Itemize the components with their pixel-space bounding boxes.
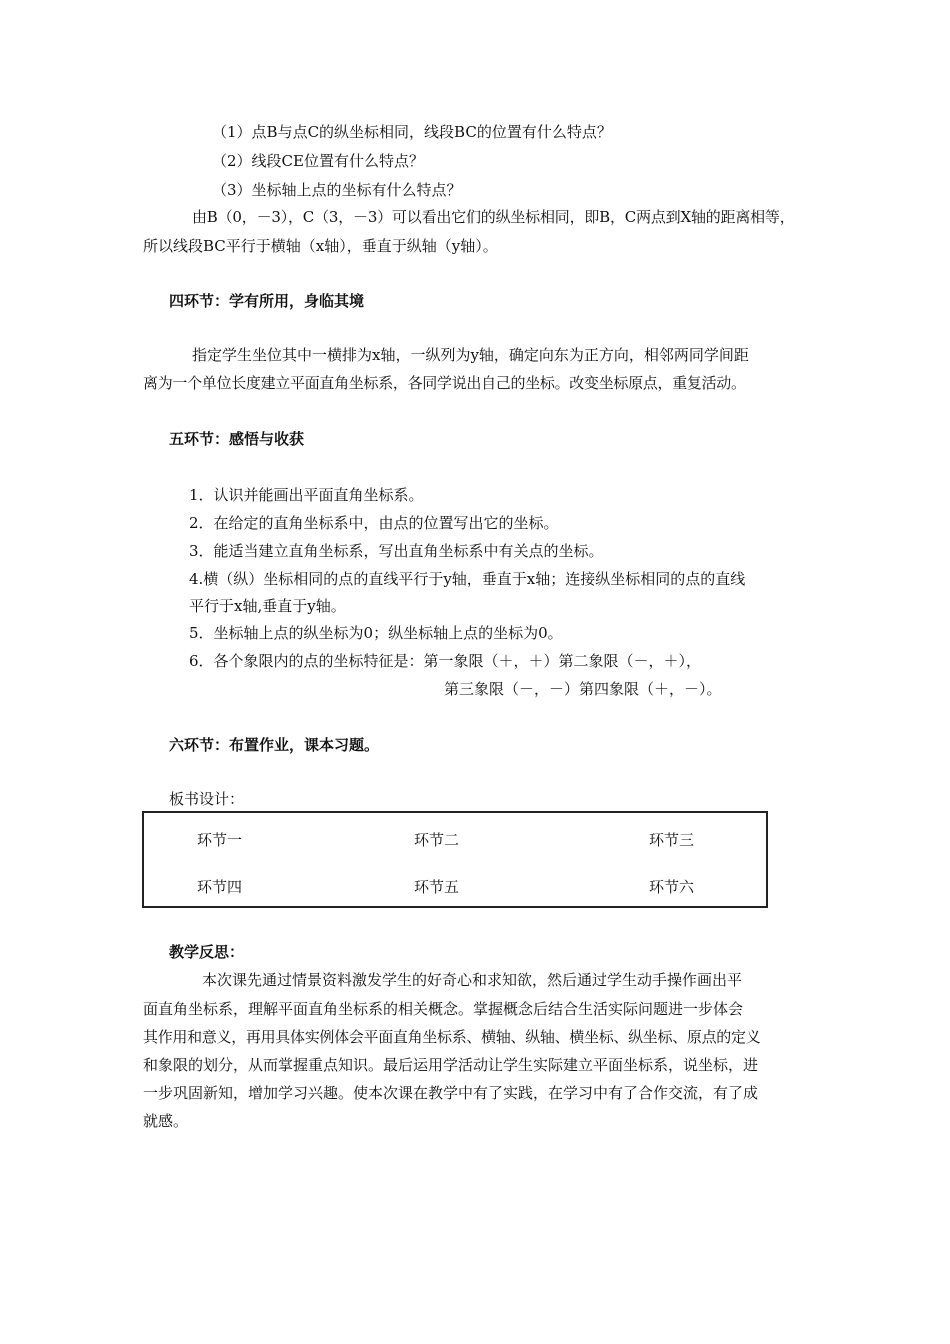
reflection-line-1: 本次课先通过情景资料激发学生的好奇心和求知欲，然后通过学生动手操作画出平 <box>202 971 743 989</box>
section-4-body-line-1: 指定学生坐位其中一横排为x轴，一纵列为y轴，确定向东为正方向，相邻两同学间距 <box>192 346 749 364</box>
section-5-item-4-continued: 平行于x轴,垂直于y轴。 <box>189 597 346 615</box>
reflection-line-5: 一步巩固新知，增加学习兴趣。使本次课在教学中有了实践，在学习中有了合作交流，有了成 <box>143 1084 759 1102</box>
reflection-heading: 教学反思： <box>169 943 245 961</box>
reflection-line-3: 其作用和意义，再用具体实例体会平面直角坐标系、横轴、纵轴、横坐标、纵坐标、原点的定义 <box>143 1028 761 1046</box>
section-5-item-1: 1．认识并能画出平面直角坐标系。 <box>189 486 424 504</box>
reflection-line-2: 面直角坐标系，理解平面直角坐标系的相关概念。掌握概念后结合生活实际问题进一步体会 <box>143 1000 744 1018</box>
reflection-line-6: 就感。 <box>143 1112 189 1130</box>
question-3: （3）坐标轴上点的坐标有什么特点？ <box>212 181 462 199</box>
section-5-item-6: 6．各个象限内的点的坐标特征是：第一象限（＋，＋）第二象限（－，＋）， <box>189 652 702 670</box>
board-cell-2: 环节二 <box>414 831 460 849</box>
explanation-line-2: 所以线段BC平行于横轴（x轴），垂直于纵轴（y轴）。 <box>143 237 498 255</box>
board-design-box <box>142 811 768 908</box>
question-2: （2）线段CE位置有什么特点？ <box>212 152 424 170</box>
section-5-heading: 五环节：感悟与收获 <box>169 430 305 448</box>
board-design-label: 板书设计： <box>169 790 245 808</box>
section-5-item-4: 4.横（纵）坐标相同的点的直线平行于y轴，垂直于x轴；连接纵坐标相同的点的直线 <box>189 570 746 588</box>
explanation-line-1: 由B（0，－3），C（3，－3）可以看出它们的纵坐标相同，即B，C两点到X轴的距离相等， <box>192 208 795 226</box>
section-4-body-line-2: 离为一个单位长度建立平面直角坐标系，各同学说出自己的坐标。改变坐标原点，重复活动。 <box>143 374 746 392</box>
section-4-heading: 四环节：学有所用，身临其境 <box>169 292 365 310</box>
section-6-heading: 六环节：布置作业，课本习题。 <box>169 736 380 754</box>
board-cell-3: 环节三 <box>649 831 695 849</box>
section-5-item-5: 5．坐标轴上点的纵坐标为0；纵坐标轴上点的坐标为0。 <box>189 624 563 642</box>
board-cell-6: 环节六 <box>649 878 695 896</box>
board-cell-1: 环节一 <box>197 831 243 849</box>
board-cell-4: 环节四 <box>197 878 243 896</box>
section-5-item-3: 3．能适当建立直角坐标系，写出直角坐标系中有关点的坐标。 <box>189 542 604 560</box>
board-cell-5: 环节五 <box>414 878 460 896</box>
section-5-item-6-continued: 第三象限（－，－）第四象限（＋，－）。 <box>444 680 722 698</box>
section-5-item-2: 2．在给定的直角坐标系中，由点的位置写出它的坐标。 <box>189 514 559 532</box>
question-1: （1）点B与点C的纵坐标相同，线段BC的位置有什么特点？ <box>212 123 612 141</box>
reflection-line-4: 和象限的划分，从而掌握重点知识。最后运用学活动让学生实际建立平面坐标系，说坐标，进 <box>143 1056 759 1074</box>
